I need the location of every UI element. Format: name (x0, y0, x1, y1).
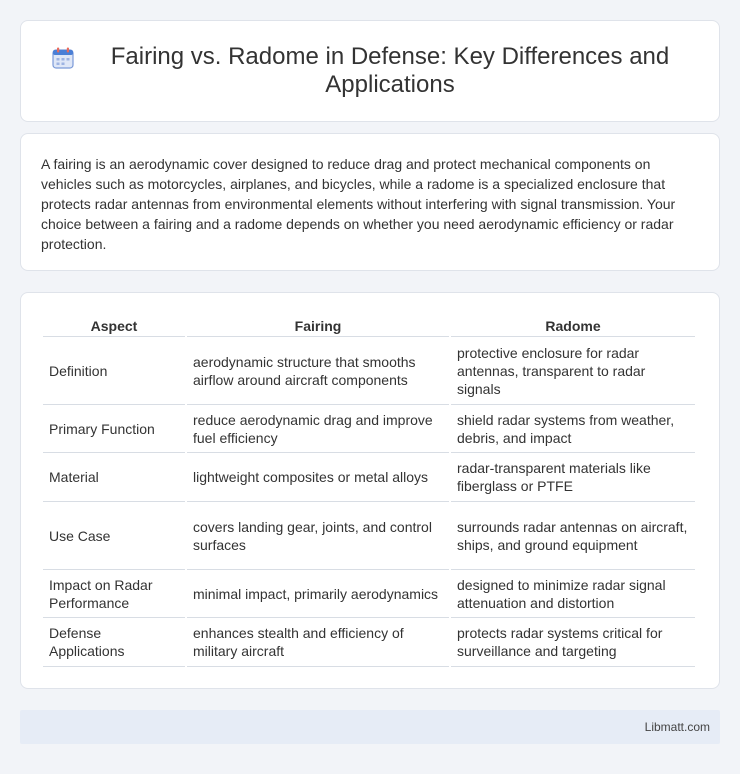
header-aspect: Aspect (43, 315, 185, 337)
cell-aspect: Defense Applications (43, 618, 185, 667)
header-fairing: Fairing (187, 315, 449, 337)
comparison-table (41, 315, 697, 667)
table-row (43, 570, 695, 618)
cell-fairing: aerodynamic structure that smooths airflow around aircraft components (187, 337, 449, 405)
cell-aspect: Definition (43, 337, 185, 405)
title-wrap (50, 43, 690, 99)
table-row (43, 618, 695, 667)
cell-radome: radar-transparent materials like fiberglass or PTFE (451, 453, 695, 502)
intro-paragraph: A fairing is an aerodynamic cover designed to reduce drag and protect mechanical components on vehicles such as motorcycles, airplanes, and bicycles, while a radome is a specialized enclosure that protects radar antennas from environmental elements without interfering with signal transmission. Your choice between a fairing and a radome depends on whether you need aerodynamic efficiency or radar protection. (41, 156, 676, 252)
table-card (20, 292, 720, 689)
title-card (20, 20, 720, 122)
cell-radome: designed to minimize radar signal attenuation and distortion (451, 570, 695, 618)
cell-radome: protects radar systems critical for surveillance and targeting (451, 618, 695, 667)
cell-fairing: enhances stealth and efficiency of military aircraft (187, 618, 449, 667)
table-row (43, 337, 695, 405)
cell-radome: protective enclosure for radar antennas, transparent to radar signals (451, 337, 695, 405)
table-row (43, 502, 695, 570)
cell-aspect: Use Case (43, 502, 185, 570)
page-title: Fairing vs. Radome in Defense: Key Differences and Applications (110, 43, 670, 98)
calendar-icon (50, 45, 76, 71)
cell-fairing: covers landing gear, joints, and control surfaces (187, 502, 449, 570)
cell-aspect: Primary Function (43, 405, 185, 453)
table-row (43, 453, 695, 502)
cell-fairing: minimal impact, primarily aerodynamics (187, 570, 449, 618)
cell-fairing: reduce aerodynamic drag and improve fuel efficiency (187, 405, 449, 453)
cell-fairing: lightweight composites or metal alloys (187, 453, 449, 502)
footer-bar (20, 710, 720, 744)
header-radome: Radome (451, 315, 695, 337)
cell-aspect: Impact on Radar Performance (43, 570, 185, 618)
intro-card (20, 133, 720, 271)
cell-radome: surrounds radar antennas on aircraft, ships, and ground equipment (451, 502, 695, 570)
cell-aspect: Material (43, 453, 185, 502)
table-header-row (43, 315, 695, 337)
footer-site-link[interactable]: Libmatt.com (644, 720, 710, 734)
cell-radome: shield radar systems from weather, debris, and impact (451, 405, 695, 453)
table-row (43, 405, 695, 453)
